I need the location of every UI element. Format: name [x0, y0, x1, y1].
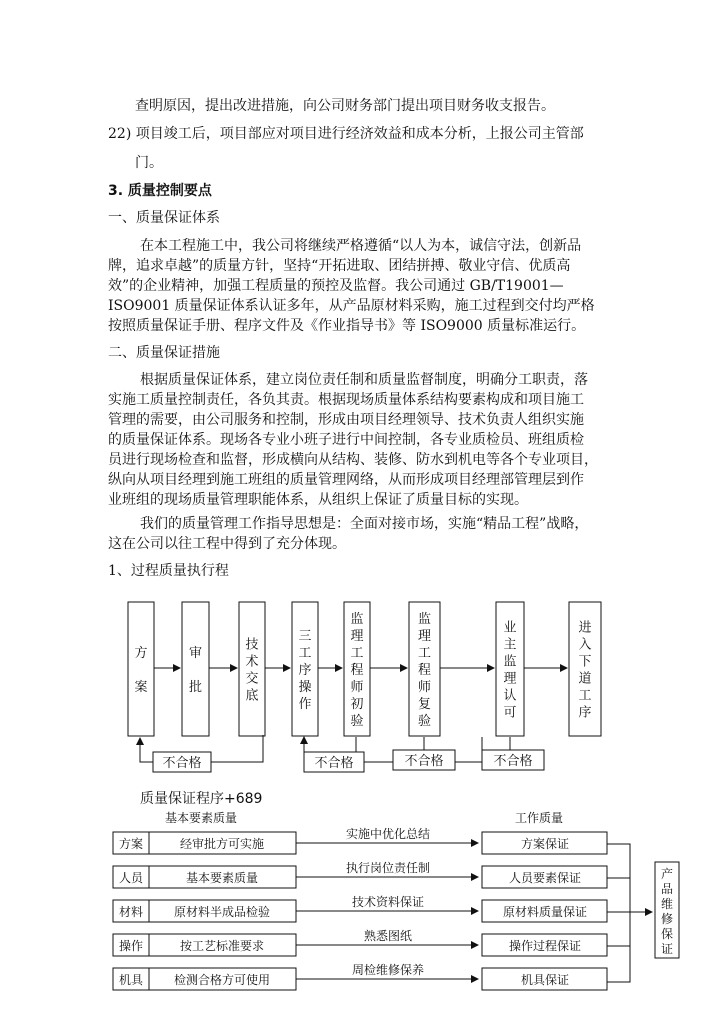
text-line: 员进行现场检查和监督，形成横向从结构、装修、防水到机电等各个专业项目， [108, 452, 598, 468]
flow-step [292, 602, 318, 736]
reject-label [153, 752, 211, 772]
text-line: 这在公司以往工程中得到了充分体现。 [108, 536, 346, 552]
text-line: 门。 [135, 155, 163, 171]
flow-step-label: 技术交底 [245, 637, 259, 704]
program-rows [113, 826, 607, 990]
svg-text:不合格: 不合格 [493, 754, 533, 769]
left-header: 基本要素质量 [165, 811, 238, 825]
flow-steps [128, 602, 601, 736]
svg-text:产品维修保证: 产品维修保证 [660, 867, 674, 956]
program-row [113, 826, 607, 854]
process-flowchart [128, 602, 601, 772]
row-result: 方案保证 [520, 837, 570, 851]
subsection-heading: 1、过程质量执行程 [108, 563, 229, 579]
row-basis: 经审批方可实施 [179, 837, 265, 851]
final-label [661, 866, 673, 956]
text-line: 业班组的现场质量管理职能体系，从组织上保证了质量目标的实现。 [108, 492, 528, 508]
row-name: 机具 [118, 973, 144, 987]
text-line: ISO9001 质量保证体系认证多年，从产品原材料采购，施工过程到交付均严格 [108, 298, 595, 314]
reject-label [482, 750, 544, 770]
flow-step [496, 602, 524, 736]
flow-step [182, 602, 209, 736]
program-title: 质量保证程序+689 [140, 791, 263, 807]
flow-step-label: 进入下道工序 [578, 620, 592, 721]
row-basis: 基本要素质量 [185, 871, 259, 885]
text-line: 按照质量保证手册、程序文件及《作业指导书》等 ISO9000 质量标准运行。 [108, 318, 586, 334]
flow-step [569, 602, 601, 736]
flow-step [239, 602, 265, 736]
flow-step-label: 业主监理认可 [503, 620, 517, 721]
row-name: 材料 [118, 905, 144, 919]
program-row [113, 860, 607, 888]
text-line: 牌，追求卓越”的质量方针，坚持“开拓进取、团结拼搏、敬业守信、优质高 [108, 258, 571, 274]
flow-step-label: 方案 [134, 646, 148, 695]
flow-step-label: 监理工程师复验 [417, 612, 432, 729]
flow-step-label: 审批 [188, 646, 203, 695]
text-line: 根据质量保证体系，建立岗位责任制和质量监督制度，明确分工职责，落 [140, 372, 588, 388]
row-basis: 原材料半成品检验 [173, 905, 271, 919]
text-line: 管理的需要，由公司服务和控制，形成由项目经理领导、技术负责人组织实施 [108, 412, 584, 428]
svg-text:不合格: 不合格 [314, 756, 354, 771]
subsection-heading: 一、质量保证体系 [108, 210, 220, 226]
row-name: 操作 [118, 939, 144, 953]
section-heading: 3. 质量控制要点 [108, 183, 212, 199]
svg-text:不合格: 不合格 [404, 754, 444, 769]
row-action: 熟悉图纸 [363, 929, 413, 943]
row-result: 人员要素保证 [508, 871, 582, 885]
text-line: 纵向从项目经理到施工班组的质量管理网络，从而形成项目经理部管理层到作 [108, 472, 584, 488]
row-basis: 按工艺标准要求 [179, 939, 265, 953]
flow-step-label: 监理工程师初验 [350, 612, 364, 729]
reject-label [304, 752, 364, 772]
row-action: 实施中优化总结 [345, 827, 431, 841]
reject-labels [153, 750, 544, 772]
right-header: 工作质量 [515, 811, 564, 825]
flow-step [409, 602, 440, 736]
text-line: 查明原因，提出改进措施，向公司财务部门提出项目财务收支报告。 [135, 98, 555, 114]
quality-program [113, 791, 679, 990]
svg-text:不合格: 不合格 [162, 756, 202, 771]
row-name: 人员 [118, 871, 144, 885]
row-action: 技术资料保证 [351, 895, 425, 909]
row-result: 操作过程保证 [508, 939, 582, 953]
row-basis: 检测合格方可使用 [173, 973, 271, 987]
text-line: 我们的质量管理工作指导思想是：全面对接市场，实施“精品工程”战略， [140, 516, 589, 532]
text-line: 实施工质量控制责任，各负其责。根据现场质量体系结构要素构成和项目施工 [108, 392, 584, 408]
reject-label [393, 750, 455, 770]
text-line: 的质量保证体系。现场各专业小班子进行中间控制，各专业质检员、班组质检 [108, 432, 584, 448]
program-row [113, 928, 607, 956]
flow-step [344, 602, 370, 736]
text-line: 22) 项目竣工后，项目部应对项目进行经济效益和成本分析，上报公司主管部 [108, 126, 584, 142]
row-result: 机具保证 [520, 973, 570, 987]
text-line: 在本工程施工中，我公司将继续严格遵循“以人为本，诚信守法，创新品 [140, 238, 582, 254]
row-action: 周检维修保养 [351, 963, 425, 977]
subsection-heading: 二、质量保证措施 [108, 345, 220, 361]
program-row [113, 894, 607, 922]
flow-step-label: 三工序操作 [298, 629, 312, 712]
row-name: 方案 [118, 837, 144, 851]
row-result: 原材料质量保证 [502, 905, 588, 919]
flow-step [128, 602, 154, 736]
program-row [113, 962, 607, 990]
row-action: 执行岗位责任制 [345, 861, 431, 875]
text-line: 效”的企业精神，加强工程质量的预控及监督。我公司通过 GB/T19001— [108, 278, 564, 294]
